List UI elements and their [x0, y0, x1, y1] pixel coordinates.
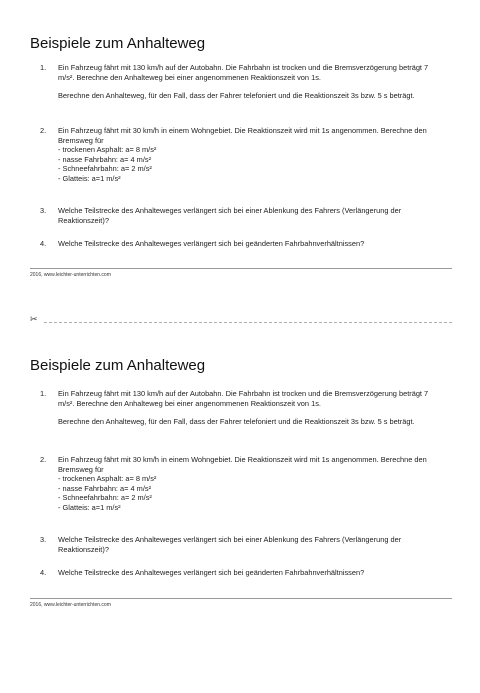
task-list-item: - Schneefahrbahn: a= 2 m/s² — [58, 164, 152, 174]
task-list-item: - trockenen Asphalt: a= 8 m/s² — [58, 474, 157, 484]
task-text: Ein Fahrzeug fährt mit 30 km/h in einem Wohngebiet. Die Reaktionszeit wird mit 1s angenommen. Berechne den Bremsweg für — [58, 455, 427, 474]
task-body — [58, 239, 442, 249]
worksheet-title: Beispiele zum Anhalteweg — [30, 357, 206, 374]
task-body — [58, 568, 442, 578]
task-number: 2. — [40, 126, 47, 135]
footer-text: 2016, www.leichter-unterrichten.com — [30, 272, 111, 278]
task-followup-text: Berechne den Anhalteweg, für den Fall, dass der Fahrer telefoniert und die Reaktionszeit 3s bzw. 5 s beträgt. — [58, 91, 415, 101]
task-text: Welche Teilstrecke des Anhalteweges verlängert sich bei einer Ablenkung des Fahrers (Verlängerung der Reaktionszeit)? — [58, 535, 402, 554]
worksheet-title: Beispiele zum Anhalteweg — [30, 35, 206, 52]
task-followup-text: Berechne den Anhalteweg, für den Fall, dass der Fahrer telefoniert und die Reaktionszeit 3s bzw. 5 s beträgt. — [58, 417, 415, 427]
task-body — [58, 535, 442, 554]
task-list-item: - nasse Fahrbahn: a= 4 m/s² — [58, 483, 152, 493]
task-text: Ein Fahrzeug fährt mit 130 km/h auf der Autobahn. Die Fahrbahn ist trocken und die Bremsverzögerung beträgt 7 m/s². Berechne den Anhalteweg bei einer angenommenen Reaktionszeit von 1s. — [58, 389, 429, 408]
task-text: Ein Fahrzeug fährt mit 130 km/h auf der Autobahn. Die Fahrbahn ist trocken und die Bremsverzögerung beträgt 7 m/s². Berechne den Anhalteweg bei einer angenommenen Reaktionszeit von 1s. — [58, 63, 429, 82]
task-number: 3. — [40, 206, 47, 215]
task-body — [58, 126, 442, 184]
task-list-item: - Glatteis: a=1 m/s² — [58, 502, 121, 512]
task-text: Ein Fahrzeug fährt mit 30 km/h in einem Wohngebiet. Die Reaktionszeit wird mit 1s angenommen. Berechne den Bremsweg für — [58, 126, 427, 145]
task-body — [58, 63, 442, 101]
task-list-item: - nasse Fahrbahn: a= 4 m/s² — [58, 154, 152, 164]
task-number: 3. — [40, 535, 47, 544]
task-number: 1. — [40, 63, 47, 72]
task-number: 4. — [40, 568, 47, 577]
task-text: Welche Teilstrecke des Anhalteweges verlängert sich bei geänderten Fahrbahnverhältnissen? — [58, 239, 365, 248]
task-text: Welche Teilstrecke des Anhalteweges verlängert sich bei einer Ablenkung des Fahrers (Verlängerung der Reaktionszeit)? — [58, 206, 402, 225]
task-list-item: - Glatteis: a=1 m/s² — [58, 173, 121, 183]
task-body — [58, 389, 442, 427]
task-list-item: - Schneefahrbahn: a= 2 m/s² — [58, 493, 152, 503]
task-number: 4. — [40, 239, 47, 248]
task-text: Welche Teilstrecke des Anhalteweges verlängert sich bei geänderten Fahrbahnverhältnissen? — [58, 568, 365, 577]
footer-divider — [30, 598, 452, 599]
cut-line — [44, 322, 452, 323]
scissors-icon: ✂ — [30, 315, 38, 325]
footer-text: 2016, www.leichter-unterrichten.com — [30, 602, 111, 608]
task-number: 1. — [40, 389, 47, 398]
task-list-item: - trockenen Asphalt: a= 8 m/s² — [58, 145, 157, 155]
task-body — [58, 206, 442, 225]
footer-divider — [30, 268, 452, 269]
task-body — [58, 455, 442, 513]
task-number: 2. — [40, 455, 47, 464]
